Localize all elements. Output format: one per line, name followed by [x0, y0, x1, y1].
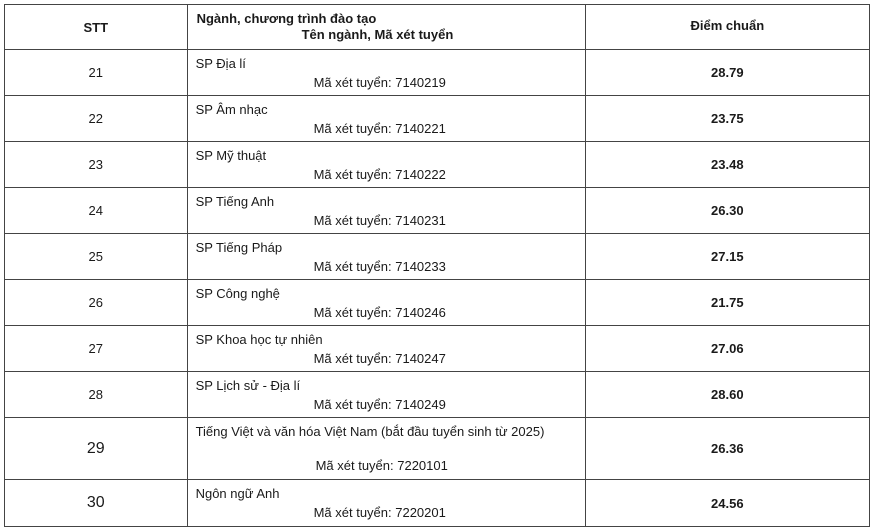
admission-scores-table: [4, 4, 870, 527]
row-major-name: SP Tiếng Anh: [195, 194, 275, 209]
header-stt: STT: [5, 5, 188, 49]
row-major: [188, 372, 586, 417]
table-header-row: [5, 5, 869, 50]
row-major: [188, 418, 586, 479]
row-score: 26.30: [711, 203, 744, 218]
row-score: 28.79: [711, 65, 744, 80]
row-stt: 26: [5, 280, 188, 325]
header-major-line2: Tên ngành, Mã xét tuyển: [301, 27, 454, 42]
row-stt: 21: [5, 50, 188, 95]
row-score: 24.56: [711, 495, 744, 511]
row-major: [188, 280, 586, 325]
row-stt: 24: [5, 188, 188, 233]
row-score: 27.06: [711, 341, 744, 356]
row-major-code: Mã xét tuyển: 7220201: [313, 505, 446, 520]
row-major-code: Mã xét tuyển: 7140222: [313, 167, 446, 182]
row-major-code: Mã xét tuyển: 7140221: [313, 121, 446, 136]
row-major: [188, 480, 586, 526]
row-stt: 29: [5, 418, 188, 479]
row-score: 21.75: [711, 295, 744, 310]
table-row: [5, 96, 869, 142]
row-major-name: SP Địa lí: [195, 56, 246, 71]
row-major-name: Tiếng Việt và văn hóa Việt Nam (bắt đầu tuyển sinh từ 2025): [195, 424, 545, 439]
row-score: 28.60: [711, 387, 744, 402]
table-row: [5, 142, 869, 188]
row-major-code: Mã xét tuyển: 7220101: [315, 458, 448, 473]
row-score: 23.75: [711, 111, 744, 126]
row-major: [188, 142, 586, 187]
row-major-name: SP Khoa học tự nhiên: [195, 332, 323, 347]
row-major-name: SP Tiếng Pháp: [195, 240, 283, 255]
row-major-code: Mã xét tuyển: 7140247: [313, 351, 446, 366]
table-row: [5, 480, 869, 526]
table-row: [5, 280, 869, 326]
row-major-name: SP Công nghệ: [195, 286, 280, 301]
header-major-line1: Ngành, chương trình đào tạo: [196, 11, 377, 26]
row-major: [188, 96, 586, 141]
header-major: [188, 5, 586, 49]
row-major-name: Ngôn ngữ Anh: [195, 486, 280, 501]
row-stt: 23: [5, 142, 188, 187]
table-row: [5, 188, 869, 234]
row-stt: 25: [5, 234, 188, 279]
row-major-code: Mã xét tuyển: 7140246: [313, 305, 446, 320]
row-stt: 22: [5, 96, 188, 141]
row-major: [188, 50, 586, 95]
row-major-code: Mã xét tuyển: 7140219: [313, 75, 446, 90]
table-row: [5, 50, 869, 96]
row-major-code: Mã xét tuyển: 7140249: [313, 397, 446, 412]
row-score: 23.48: [711, 157, 744, 172]
header-score: Điểm chuẩn: [690, 18, 765, 33]
row-score: 27.15: [711, 249, 744, 264]
table-row: [5, 326, 869, 372]
table-row: [5, 372, 869, 418]
row-major: [188, 234, 586, 279]
row-major-code: Mã xét tuyển: 7140233: [313, 259, 446, 274]
row-stt: 27: [5, 326, 188, 371]
row-stt: 28: [5, 372, 188, 417]
row-stt: 30: [5, 480, 188, 526]
table-row: [5, 418, 869, 480]
row-major-name: SP Âm nhạc: [195, 102, 268, 117]
row-major: [188, 326, 586, 371]
row-major: [188, 188, 586, 233]
row-major-name: SP Lịch sử - Địa lí: [195, 378, 301, 393]
row-major-name: SP Mỹ thuật: [195, 148, 267, 163]
table-row: [5, 234, 869, 280]
row-score: 26.36: [711, 441, 744, 456]
row-major-code: Mã xét tuyển: 7140231: [313, 213, 446, 228]
